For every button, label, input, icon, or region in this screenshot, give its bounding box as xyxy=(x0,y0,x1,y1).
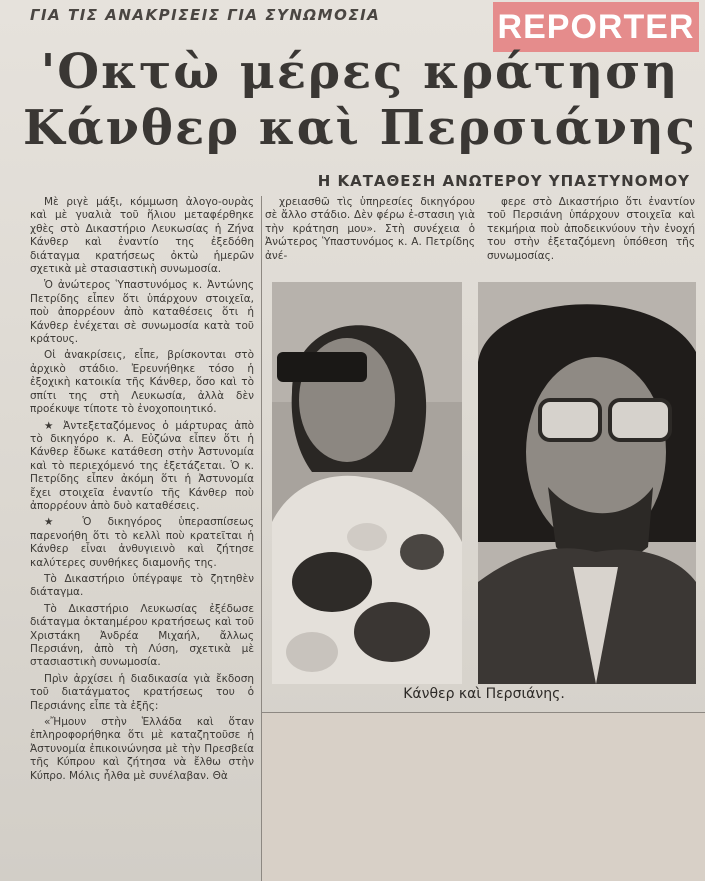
photo-kanther xyxy=(272,282,462,684)
kicker-title: ΓΙΑ ΤΙΣ ΑΝΑΚΡΙΣΕΙΣ ΓΙΑ ΣΥΝΩΜΟΣΙΑ xyxy=(30,6,381,24)
paragraph: «Ἤμουν στὴν Ἑλλάδα καὶ ὅταν ἐπληροφορήθηκα ὅτι μὲ καταζητοῦσε ἡ Ἀστυνομία ἐπικοινώνησα μὲ τὴν Πρεσβεία τῆς Κύπρου καὶ ζήτησα νὰ ἔλθω στὴν Κύπρο. Μόλις ἦλθα μὲ συνέλαβαν. Θὰ xyxy=(30,716,254,782)
column-divider xyxy=(261,196,262,881)
article-column-left xyxy=(30,196,254,786)
article-column-right xyxy=(487,196,695,266)
paragraph: φερε στὸ Δικαστήριο ὅτι ἐναντίον τοῦ Περσιάνη ὑπάρχουν στοιχεῖα καὶ τεκμήρια ποὺ ἀποδεικνύουν τὴν ἐνοχή του στὴν ἐξεταζόμενη ὑπόθεση τῆς συνωμοσίας. xyxy=(487,196,695,262)
paragraph: χρειασθῶ τὶς ὑπηρεσίες δικηγόρου σὲ ἄλλο στάδιο. Δὲν φέρω ἐ-στασιη γιὰ τὴν κράτηση μου». Στὴ συνέχεια ὁ Ἀνώτερος Ὑπαστυνόμος κ. Α. Πετρίδης ἀνέ- xyxy=(265,196,475,262)
photo-persianis xyxy=(478,282,696,684)
reporter-logo: REPORTER xyxy=(493,2,699,52)
paragraph: ★ Ὁ δικηγόρος ὑπερασπίσεως παρενοήθη ὅτι τὸ κελλὶ ποὺ κρατεῖται ἡ Κάνθερ εἶναι ἀνθυγιεινὸ καὶ ζήτησε καλύτερες συνθήκες διαμονῆς της. xyxy=(30,516,254,569)
caption-divider xyxy=(262,712,705,713)
subheadline: Η ΚΑΤΑΘΕΣΗ ΑΝΩΤΕΡΟΥ ΥΠΑΣΤΥΝΟΜΟΥ xyxy=(317,172,690,190)
headline-line-1: 'Οκτὼ μέρες κράτηση xyxy=(40,44,680,100)
paragraph: Τὸ Δικαστήριο Λευκωσίας ἐξέδωσε διάταγμα ὀκταημέρου κρατήσεως καὶ τοῦ Χριστάκη Ἀνδρέα Μιχαήλ, ἄλλως Περσιάνη, ἀπὸ τὴ Λύση, σχετικὰ μὲ στασιαστικὴ συνωμοσία. xyxy=(30,602,254,669)
article-column-middle xyxy=(265,196,475,266)
photo-caption: Κάνθερ καὶ Περσιάνης. xyxy=(403,686,565,702)
paragraph: Ὁ ἀνώτερος Ὑπαστυνόμος κ. Ἀντώνης Πετρίδης εἶπεν ὅτι ὑπάρχουν στοιχεῖα, ποὺ ἀπορρέουν ἀπὸ καταθέσεις ὅτι ἡ Κάνθερ ἐνέχεται σὲ συνωμοσία κατὰ τοῦ κράτους. xyxy=(30,279,254,346)
paragraph: Πρὶν ἀρχίσει ἡ διαδικασία γιὰ ἔκδοση τοῦ διατάγματος κρατήσεως του ὁ Περσιάνης εἶπε τὰ ἑξῆς: xyxy=(30,672,254,712)
paragraph: ★ Ἀντεξεταζόμενος ὁ μάρτυρας ἀπὸ τὸ δικηγόρο κ. Α. Εὐζώνα εἶπεν ὅτι ἡ Κάνθερ ἔδωκε κατάθεση στὴν Ἀστυνομία καὶ τὸ περιεχόμενό της ἐξετάζεται. Ὁ κ. Πετρίδης εἶπεν ἀκόμη ὅτι ἡ Ἀστυνομία ἔχει στοιχεῖα ἐναντίο τῆς Κάνθερ ποὺ ἀπορρέουν ἀπὸ δυὸ καταθέσεις. xyxy=(30,419,254,512)
blank-area xyxy=(262,712,705,881)
headline-line-2: Κάνθερ καὶ Περσιάνης xyxy=(22,100,698,156)
paragraph: Τὸ Δικαστήριο ὑπέγραψε τὸ ζητηθὲν διάταγμα. xyxy=(30,572,254,599)
paragraph: Μὲ ριγὲ μάξι, κόμμωση ἀλογο-ουρὰς καὶ μὲ γυαλιὰ τοῦ ἥλιου μεταφέρθηκε χθὲς στὸ Δικαστήριο Λευκωσίας ἡ Ζήνα Κάνθερ καὶ ἐναντίο της ἐξεδόθη διάταγμα κρατήσεως ὀκτὼ ἡμερῶν σχετικὰ μὲ στασιαστικὴ συνωμοσία. xyxy=(30,196,254,276)
paragraph: Οἱ ἀνακρίσεις, εἶπε, βρίσκονται στὸ ἀρχικὸ στάδιο. Ἐρευνήθηκε τόσο ἡ ἐξοχικὴ κατοικία τῆς Κάνθερ, ὅσο καὶ τὸ σπίτι της στὴ Λευκωσία, ἀλλὰ δὲν προέκυψε τίποτε τὸ ἐνοχοποιητικό. xyxy=(30,349,254,416)
